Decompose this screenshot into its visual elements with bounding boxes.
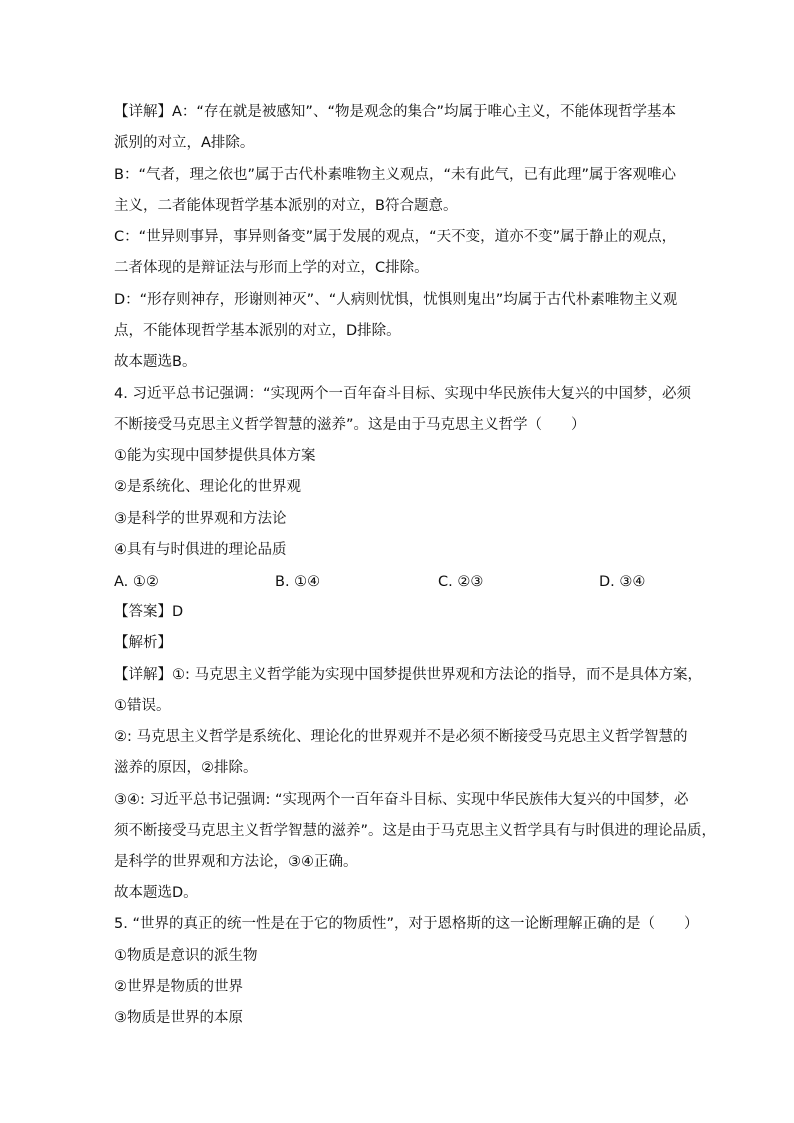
q4-detail-2-line1: ②: 马克思主义哲学是系统化、理论化的世界观并不是必须不断接受马克思主义哲学智慧的 — [114, 729, 688, 745]
q4-stem-line2: 不断接受马克思主义哲学智慧的滋养”。这是由于马克思主义哲学（ ） — [114, 417, 586, 433]
q3-detail-c-line2: 二者体现的是辩证法与形而上学的对立，C排除。 — [114, 260, 429, 276]
q3-conclusion: 故本题选B。 — [114, 354, 197, 370]
q4-stem-line1: 4. 习近平总书记强调：“实现两个一百年奋斗目标、实现中华民族伟大复兴的中国梦，必须 — [114, 386, 691, 402]
q4-options — [114, 572, 674, 592]
q4-answer: 【答案】D — [114, 604, 184, 620]
q4-conclusion: 故本题选D。 — [114, 885, 198, 901]
q4-option-c: C. ②③ — [438, 574, 484, 590]
q4-option-d: D. ③④ — [599, 574, 646, 590]
q4-item-4: ④具有与时俱进的理论品质 — [114, 542, 287, 558]
q4-option-a: A. ①② — [114, 574, 159, 590]
q5-item-2: ②世界是物质的世界 — [114, 979, 243, 995]
q3-detail-a-line2: 派别的对立，A排除。 — [114, 135, 255, 151]
q4-item-1: ①能为实现中国梦提供具体方案 — [114, 448, 316, 464]
q4-detail-2-line2: 滋养的原因，②排除。 — [114, 760, 258, 776]
q4-analysis-label: 【解析】 — [114, 635, 172, 651]
q5-stem: 5. “世界的真正的统一性是在于它的物质性”，对于恩格斯的这一论断理解正确的是（ ） — [114, 916, 699, 932]
q3-detail-b-line2: 主义，二者能体现哲学基本派别的对立，B符合题意。 — [114, 198, 458, 214]
q3-detail-d-line2: 点，不能体现哲学基本派别的对立，D排除。 — [114, 323, 401, 339]
q4-option-b: B. ①④ — [275, 574, 321, 590]
q4-item-2: ②是系统化、理论化的世界观 — [114, 479, 301, 495]
q4-detail-34-line3: 是科学的世界观和方法论，③④正确。 — [114, 854, 358, 870]
q5-item-3: ③物质是世界的本原 — [114, 1010, 243, 1026]
q3-detail-d-line1: D：“形存则神存，形谢则神灭”、“人病则忧惧，忧惧则鬼出”均属于古代朴素唯物主义观 — [114, 292, 678, 308]
q4-detail-34-line1: ③④: 习近平总书记强调: “实现两个一百年奋斗目标、实现中华民族伟大复兴的中国梦，必 — [114, 792, 689, 808]
q3-detail-b-line1: B：“气者，理之依也”属于古代朴素唯物主义观点，“未有此气，已有此理”属于客观唯心 — [114, 167, 676, 183]
q4-detail-34-line2: 须不断接受马克思主义哲学智慧的滋养”。这是由于马克思主义哲学具有与时俱进的理论品质， — [114, 823, 717, 839]
q3-detail-a-line1: 【详解】A：“存在就是被感知”、“物是观念的集合”均属于唯心主义，不能体现哲学基本 — [114, 104, 676, 120]
q4-detail-1-line2: ①错误。 — [114, 698, 171, 714]
q3-detail-c-line1: C：“世异则事异，事异则备变”属于发展的观点，“天不变，道亦不变”属于静止的观点， — [114, 229, 677, 245]
q4-detail-1-line1: 【详解】①: 马克思主义哲学能为实现中国梦提供世界观和方法论的指导，而不是具体方案， — [114, 667, 702, 683]
q5-item-1: ①物质是意识的派生物 — [114, 948, 258, 964]
q4-item-3: ③是科学的世界观和方法论 — [114, 511, 287, 527]
